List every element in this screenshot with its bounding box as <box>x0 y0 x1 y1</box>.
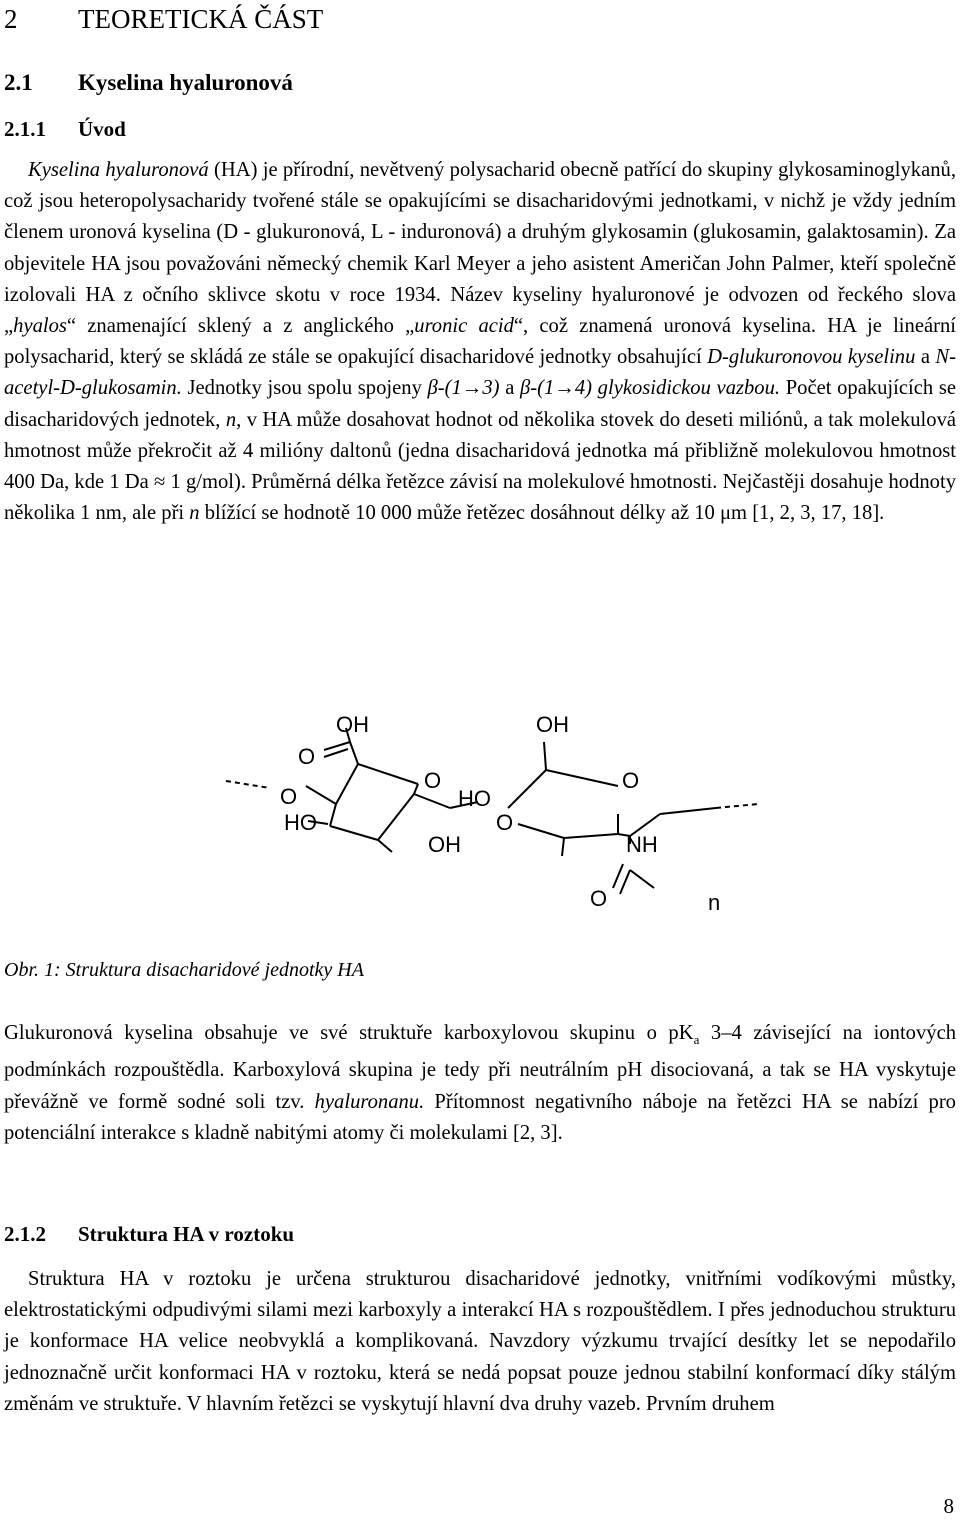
solution-paragraph <box>4 1264 956 1420</box>
para1-run: n <box>225 408 237 431</box>
para1-run: Jednotky jsou spolu spojeny <box>181 377 428 400</box>
label-o-carbonyl: O <box>298 744 316 769</box>
chapter-number: 2 <box>4 4 18 34</box>
para1-run: (HA) je přírodní, nevětvený polysacharid obecně patřící do skupiny glykosaminoglykanů, což jsou heteropolysacharidy tvořené stále se opakujícími se disacharidovými jednotkami, v nichž je vždy jedním členem uronová kyselina (D - glukuronová, L - induronová) a druhým glykosamin (glukosamin, galaktosamin). Za objevitele HA jsou považováni německý chemik Karl Meyer a jeho asistent Američan John Palmer, kteří společně izolovali HA z očního sklivce skotu v roce 1934. Název kyseliny hyaluronové je odvozen od řeckého slova „ <box>4 159 956 338</box>
para2-run: a <box>693 1032 700 1048</box>
subsection-number: 2.1.2 <box>4 1222 46 1246</box>
para1-run: uronic acid <box>414 315 514 338</box>
subsection-title: Úvod <box>78 117 126 141</box>
figure-caption: Obr. 1: Struktura disacharidové jednotky HA <box>4 959 364 981</box>
label-o-ring-right: O <box>622 768 640 793</box>
section-number: 2.1 <box>4 70 33 95</box>
section-title: Kyselina hyaluronová <box>78 70 293 95</box>
label-oh-right: OH <box>536 712 569 737</box>
para1-run: a <box>499 377 520 400</box>
para3-run: Struktura HA v roztoku je určena strukturou disacharidové jednotky, vnitřními vodíkovými můstky, elektrostatickými odpudivými silami mezi karboxyly a interakcí HA s rozpouštědlem. I přes jednoduchou strukturu je konformace HA velice neobvyklá a komplikovaná. Navzdory výzkumu trvající desítky let se nepodařilo jednoznačně určit konformaci HA v roztoku, která se nedá popsat pouze jednou stabilní konformací díky stálým změnám ve struktuře. V hlavním řetězci se vyskytují hlavní dva druhy vazeb. Prvním druhem <box>4 1268 956 1415</box>
chapter-heading <box>4 4 323 35</box>
page-number: 8 <box>943 1494 954 1518</box>
subsection-heading-intro <box>4 117 126 142</box>
para1-run: Kyselina hyaluronová <box>28 159 209 181</box>
label-o-link-left: O <box>280 784 298 809</box>
label-o-ring-left: O <box>424 768 442 793</box>
label-ho-middle: HO <box>458 786 491 811</box>
section-heading <box>4 70 293 96</box>
hyaluronic-acid-structure-figure <box>218 706 758 926</box>
label-oh-carboxyl: OH <box>336 712 369 737</box>
para1-run: “ znamenající sklený a z anglického „ <box>66 315 415 338</box>
label-o-glycosidic: O <box>496 810 514 835</box>
para2-run: Přítomnost negativního náboje na řetězci HA se nabízí pro potenciální interakce s kladně nabitými atomy či molekulami [2, 3]. <box>4 1090 956 1144</box>
para1-run: “, což znamená uronová kyselina. HA je lineární polysacharid, který se skládá ze stále se opakující disacharidové jednotky obsahující <box>4 315 956 369</box>
label-repeat-n: n <box>708 890 721 915</box>
para2-run: 3–4 závisející na iontových podmínkách rozpouštědla. Karboxylová skupina je tedy při neutrálním pH disociovaná, a tak se HA vyskytuje převážně ve formě sodné soli tzv. <box>4 1022 957 1113</box>
para2-run: hyaluronanu. <box>314 1090 425 1113</box>
para1-run: N-acetyl-D-glukosamin. <box>4 346 956 400</box>
para1-run: D-glukuronovou kyselinu <box>707 346 916 369</box>
label-oh-bottom: OH <box>428 832 461 857</box>
intro-paragraph <box>4 155 956 529</box>
chapter-title: TEORETICKÁ ČÁST <box>78 4 324 34</box>
glucosamine-ring <box>508 742 716 894</box>
subsection-number: 2.1.1 <box>4 117 46 141</box>
para1-run: n <box>189 502 200 525</box>
para1-run: a <box>915 346 936 369</box>
para1-run: blížící se hodnotě 10 000 může řetězec dosáhnout délky až 10 μm [1, 2, 3, 17, 18]. <box>199 502 885 525</box>
label-nh: NH <box>626 832 658 857</box>
para1-run: hyalos <box>13 315 67 338</box>
para1-run: β-(1→3) <box>427 377 500 400</box>
carboxyl-paragraph <box>4 1018 956 1149</box>
subsection-title: Struktura HA v roztoku <box>78 1222 295 1246</box>
para1-run: β-(1→4) glykosidickou vazbou. <box>520 377 781 400</box>
para2-run: Glukuronová kyselina obsahuje ve své struktuře karboxylovou skupinu o pK <box>4 1022 694 1044</box>
label-o-acetyl: O <box>590 886 608 911</box>
chain-end-left <box>226 781 270 788</box>
para1-run: Počet opakujících se disacharidových jednotek, <box>4 377 956 431</box>
chain-end-right <box>716 804 758 808</box>
para1-run: , v HA může dosahovat hodnot od několika stovek do deseti miliónů, a tak molekulová hmotnost může překročit až 4 milióny daltonů (jedna disacharidová jednotka má přibližně molekulovou hmotnost 400 Da, kde 1 Da ≈ 1 g/mol). Průměrná délka řetězce závisí na molekulové hmotnosti. Nejčastěji dosahuje hodnoty několika 1 nm, ale při <box>4 408 957 525</box>
subsection-heading-solution <box>4 1222 294 1247</box>
label-ho-left: HO <box>284 810 317 835</box>
